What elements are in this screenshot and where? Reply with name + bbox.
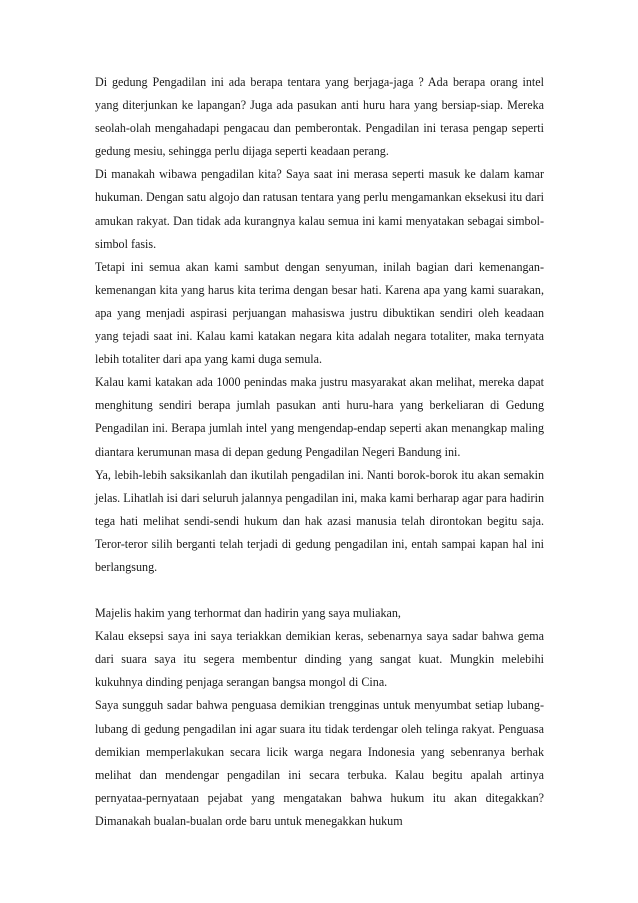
paragraph-8: Saya sungguh sadar bahwa penguasa demikian trengginas untuk menyumbat setiap lubang-lubang di gedung pengadilan ini agar suara itu tidak terdengar oleh telinga rakyat. Penguasa demikian memperlakukan secara licik warga negara Indonesia yang sebenranya berhak melihat dan mendengar pengadilan ini secara terbuka. Kalau begitu apalah artinya pernyataa-pernyataan pejabat yang mengatakan bahwa hukum itu akan ditegakkan? Dimanakah bualan-bualan orde baru untuk menegakkan hukum: [95, 698, 544, 828]
paragraph-3: Tetapi ini semua akan kami sambut dengan senyuman, inilah bagian dari kemenangan-kemenangan kita yang harus kita terima dengan besar hati. Karena apa yang kami suarakan, apa yang menjadi aspirasi perjuangan mahasiswa justru dibuktikan sendiri oleh keadaan yang tejadi saat ini. Kalau kami katakan negara kita adalah negara totaliter, maka ternyata lebih totaliter dari apa yang kami duga semula.: [95, 259, 544, 367]
paragraph-1: Di gedung Pengadilan ini ada berapa tentara yang berjaga-jaga ? Ada berapa orang intel yang diterjunkan ke lapangan? Juga ada pasukan anti huru hara yang bersiap-siap. Mereka seolah-olah mengahadapi pengacau dan pemberontak. Pengadilan ini terasa pengap seperti gedung mesiu, sehingga perlu dijaga seperti keadaan perang.: [95, 75, 544, 159]
paragraph-2: Di manakah wibawa pengadilan kita? Saya saat ini merasa seperti masuk ke dalam kamar hukuman. Dengan satu algojo dan ratusan tentara yang perlu mengamankan eksekusi itu dari amukan rakyat. Dan tidak ada kurangnya kalau semua ini kami menyatakan sebagai simbol-simbol fasis.: [95, 167, 545, 251]
paragraph-4: Kalau kami katakan ada 1000 penindas maka justru masyarakat akan melihat, mereka dapat menghitung sendiri berapa jumlah pasukan anti huru-hara yang berkeliaran di Gedung Pengadilan ini. Berapa jumlah intel yang mengendap-endap seperti akan menangkap maling diantara kerumunan masa di depan gedung Pengadilan Negeri Bandung ini.: [95, 375, 544, 459]
paragraph-5: Ya, lebih-lebih saksikanlah dan ikutilah pengadilan ini. Nanti borok-borok itu akan semakin jelas. Lihatlah isi dari seluruh jalannya pengadilan ini, maka kami berharap agar para hadirin tega hati melihat sendi-sendi hukum dan hak azasi manusia telah dirontokan begitu saja. Teror-teror silih berganti telah terjadi di gedung pengadilan ini, entah sampai kapan hal ini berlangsung.: [95, 467, 544, 574]
paragraph-7: Kalau eksepsi saya ini saya teriakkan demikian keras, sebenarnya saya sadar bahwa gema dari suara saya itu segera membentur dinding yang sangat kuat. Mungkin melebihi kukuhnya dinding penjaga serangan bangsa mongol di Cina.: [95, 629, 544, 690]
document-body: [95, 71, 544, 833]
paragraph-6-salutation: Majelis hakim yang terhormat dan hadirin yang saya muliakan,: [95, 606, 401, 621]
